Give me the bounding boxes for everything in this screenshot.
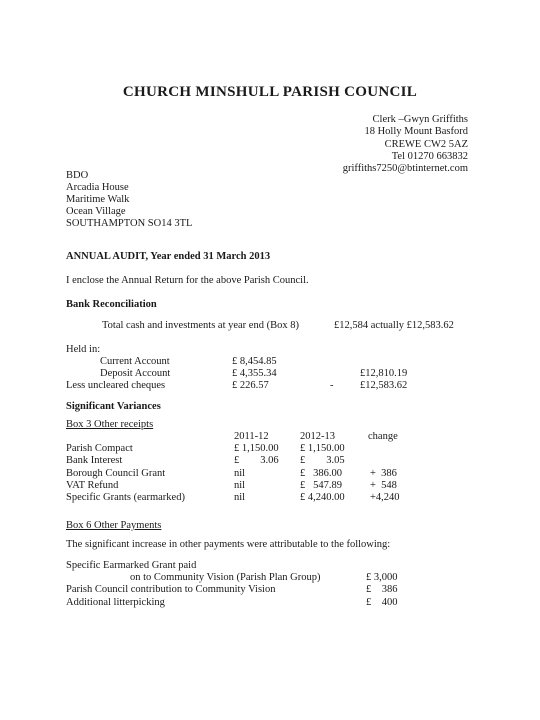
variance-2011: nil (234, 491, 246, 503)
variance-2012: £ 1,150.00 (300, 443, 345, 455)
variance-2011: nil (234, 479, 246, 491)
clerk-phone: Tel 01270 663832 (391, 150, 468, 162)
variance-label: Parish Compact (66, 443, 133, 455)
variances-table (66, 431, 486, 504)
payment-label: Parish Council contribution to Community Vision (66, 584, 276, 596)
col-header-2011: 2011-12 (234, 431, 269, 442)
subject-line: ANNUAL AUDIT, Year ended 31 March 2013 (66, 251, 271, 262)
bank-row-amount: £ 4,355.34 (232, 368, 277, 380)
variance-label: VAT Refund (66, 479, 119, 491)
payment-row (66, 584, 486, 596)
payment-amount: £ 3,000 (366, 572, 398, 584)
clerk-street: 18 Holly Mount Basford (364, 126, 468, 138)
recipient-line: SOUTHAMPTON SO14 3TL (66, 218, 193, 229)
payment-row (66, 560, 486, 572)
variance-row (66, 468, 486, 480)
payment-row (66, 597, 486, 609)
box6-heading: Box 6 Other Payments (66, 520, 162, 531)
variance-change: + 548 (370, 479, 397, 491)
bank-row (66, 380, 486, 392)
variance-row (66, 480, 486, 492)
total-cash-value: £12,584 actually £12,583.62 (334, 320, 454, 331)
variance-2012: £ 3.05 (300, 455, 345, 467)
total-cash-label: Total cash and investments at year end (Box 8) (102, 320, 299, 331)
variances-header-row (66, 431, 486, 443)
variance-2012: £ 4,240.00 (300, 491, 345, 503)
col-header-2012: 2012-13 (300, 431, 335, 442)
bank-row-amount: £ 8,454.85 (232, 356, 277, 367)
variance-change: + 386 (370, 467, 397, 479)
recipient-line: Arcadia House (66, 182, 129, 193)
clerk-name: Clerk –Gwyn Griffiths (372, 114, 468, 125)
variance-2011: nil (234, 467, 246, 479)
variance-change: +4,240 (370, 491, 400, 503)
recipient-line: Ocean Village (66, 206, 126, 217)
bank-row-total: £12,583.62 (360, 380, 408, 392)
bank-row-total: £12,810.19 (360, 368, 408, 380)
bank-row-label: Deposit Account (100, 368, 171, 380)
variance-label: Bank Interest (66, 455, 123, 467)
col-header-change: change (368, 431, 398, 442)
bank-heading: Bank Reconciliation (66, 299, 157, 310)
recipient-line: Maritime Walk (66, 194, 130, 205)
bank-row-amount: £ 226.57 (232, 380, 269, 392)
payments-intro: The significant increase in other payments were attributable to the following: (66, 539, 391, 550)
payments-table (66, 560, 486, 609)
payment-amount: £ 386 (366, 584, 398, 596)
payment-row (66, 572, 486, 584)
clerk-town: CREWE CW2 5AZ (384, 138, 468, 150)
recipient-line: BDO (66, 170, 89, 181)
payment-label: Additional litterpicking (66, 596, 165, 608)
intro-text: I enclose the Annual Return for the above Parish Council. (66, 275, 309, 286)
variance-label: Borough Council Grant (66, 467, 166, 479)
recipient-address-block (66, 170, 192, 230)
variance-2012: £ 547.89 (300, 479, 342, 491)
variance-row (66, 455, 486, 467)
clerk-address-block (343, 114, 468, 175)
variance-2011: £ 3.06 (234, 455, 279, 467)
payment-label: Specific Earmarked Grant paid (66, 560, 197, 571)
variance-2011: £ 1,150.00 (234, 443, 279, 455)
bank-row-dash: - (330, 380, 334, 392)
bank-row-label: Current Account (100, 356, 170, 367)
bank-row-label: Less uncleared cheques (66, 380, 166, 392)
box3-heading: Box 3 Other receipts (66, 419, 154, 430)
variance-row (66, 492, 486, 504)
council-title: CHURCH MINSHULL PARISH COUNCIL (122, 84, 418, 100)
variance-label: Specific Grants (earmarked) (66, 491, 185, 503)
payment-label: on to Community Vision (Parish Plan Group) (130, 572, 321, 584)
variance-2012: £ 386.00 (300, 467, 342, 479)
variance-row (66, 443, 486, 455)
bank-table (66, 356, 486, 393)
payment-amount: £ 400 (366, 596, 398, 608)
bank-row (66, 368, 486, 380)
bank-row (66, 356, 486, 368)
held-in-label: Held in: (66, 344, 101, 355)
clerk-email: griffiths7250@btinternet.com (342, 163, 468, 175)
variances-heading: Significant Variances (66, 401, 161, 412)
